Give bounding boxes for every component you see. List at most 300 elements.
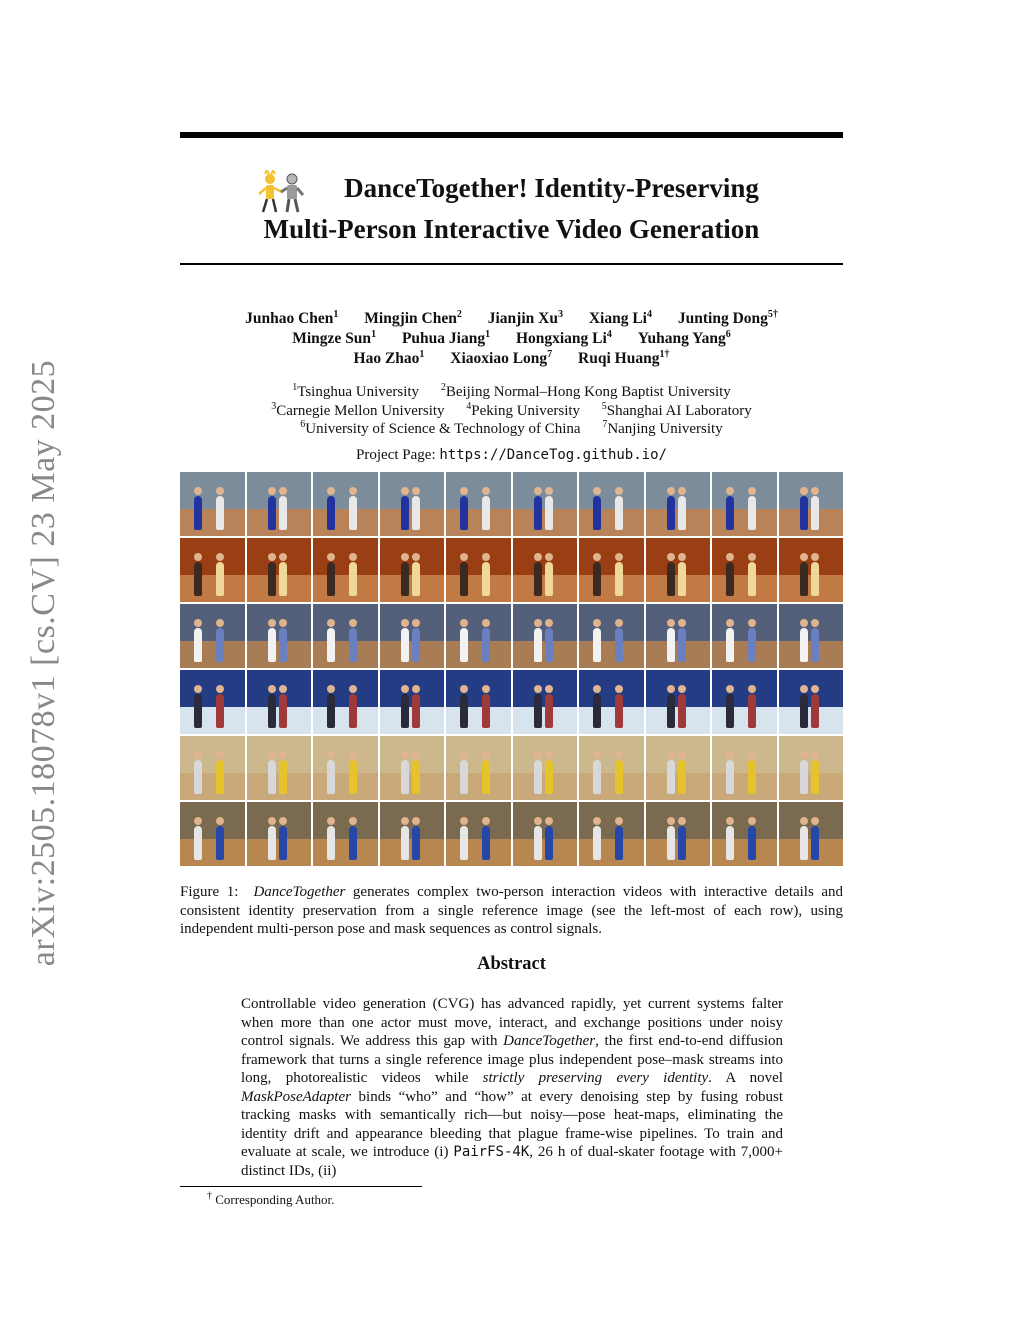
dancer-figure <box>534 628 542 662</box>
dancer-figure <box>811 562 819 596</box>
dancer-figure <box>667 826 675 860</box>
dancer-head <box>534 487 542 495</box>
dancer-figure <box>748 694 756 728</box>
video-frame <box>247 472 312 536</box>
dancer-figure <box>545 562 553 596</box>
dancer-head <box>545 685 553 693</box>
video-frame <box>579 736 644 800</box>
video-frame <box>513 736 578 800</box>
dancer-head <box>401 817 409 825</box>
dancer-figure <box>748 628 756 662</box>
dancer-head <box>194 751 202 759</box>
dancer-figure <box>482 826 490 860</box>
title-bottom-rule <box>180 263 843 265</box>
video-frame <box>646 802 711 866</box>
video-frame <box>380 736 445 800</box>
dancer-head <box>482 553 490 561</box>
dancer-head <box>268 619 276 627</box>
dancer-figure <box>412 826 420 860</box>
dancer-head <box>615 817 623 825</box>
dancer-figure <box>401 496 409 530</box>
dancer-figure <box>726 628 734 662</box>
abstract-body: Controllable video generation (CVG) has advanced rapidly, yet current systems falter when more than one actor must move, interact, and exchange positions under noisy control signals. We address this gap with DanceTogether, the first end-to-end diffusion framework that turns a single reference image plus independent pose–mask streams into long, photorealistic videos while strictly preserving every identity. A novel MaskPoseAdapter binds “who” and “how” at every denoising step by fusing robust tracking masks with semantically rich—but noisy—pose heat-maps, eliminating the identity drift and appearance bleeding that plague frame-wise pipelines. To train and evaluate at scale, we introduce (i) PairFS-4K, 26 h of dual-skater footage with 7,000+ distinct IDs, (ii) <box>241 996 784 1179</box>
dancer-figure <box>667 628 675 662</box>
author-line-3 <box>180 349 843 369</box>
dancer-figure <box>667 562 675 596</box>
dancer-head <box>726 487 734 495</box>
dancer-head <box>748 553 756 561</box>
dancer-head <box>412 817 420 825</box>
dancer-figure <box>216 760 224 794</box>
dancer-head <box>615 685 623 693</box>
dancer-head <box>726 685 734 693</box>
dancer-figure <box>593 496 601 530</box>
dancer-head <box>327 619 335 627</box>
dancer-figure <box>194 562 202 596</box>
dancer-head <box>460 553 468 561</box>
dancer-head <box>811 817 819 825</box>
video-frame <box>446 670 511 734</box>
dancer-head <box>593 553 601 561</box>
dancer-head <box>678 619 686 627</box>
dancer-head <box>482 751 490 759</box>
dancer-figure <box>279 826 287 860</box>
dancer-figure <box>545 496 553 530</box>
video-frame <box>247 736 312 800</box>
dancer-head <box>811 487 819 495</box>
dancer-head <box>800 685 808 693</box>
dancer-head <box>349 619 357 627</box>
video-frame <box>779 538 844 602</box>
dancer-figure <box>194 826 202 860</box>
dancer-figure <box>327 628 335 662</box>
abstract-heading: Abstract <box>477 954 546 974</box>
dancer-figure <box>800 628 808 662</box>
dancer-head <box>412 685 420 693</box>
dancer-figure <box>615 826 623 860</box>
dancer-figure <box>401 562 409 596</box>
dancer-head <box>194 553 202 561</box>
dancer-head <box>349 553 357 561</box>
dancer-head <box>482 685 490 693</box>
dancer-head <box>460 817 468 825</box>
dancer-figure <box>482 562 490 596</box>
author: Yuhang Yang$^6$ <box>637 328 731 347</box>
dancer-figure <box>593 760 601 794</box>
reference-frame <box>180 604 245 668</box>
dancer-figure <box>401 694 409 728</box>
dancer-head <box>279 817 287 825</box>
figure-row <box>180 604 843 668</box>
video-frame <box>380 472 445 536</box>
dancer-head <box>194 487 202 495</box>
author: Junhao Chen$^1$ <box>245 308 339 327</box>
dancer-figure <box>678 496 686 530</box>
dancer-head <box>615 487 623 495</box>
dancer-figure <box>748 760 756 794</box>
dancer-figure <box>545 694 553 728</box>
dancer-figure <box>194 628 202 662</box>
dancer-head <box>327 817 335 825</box>
figure-row <box>180 472 843 536</box>
dancer-figure <box>748 826 756 860</box>
dancer-head <box>349 487 357 495</box>
video-frame <box>579 802 644 866</box>
dancer-head <box>678 487 686 495</box>
dancer-figure <box>800 826 808 860</box>
dancer-figure <box>726 694 734 728</box>
affiliation: $^5$Shanghai AI Laboratory <box>601 400 752 419</box>
video-frame <box>646 538 711 602</box>
dancer-figure <box>349 628 357 662</box>
reference-frame <box>180 472 245 536</box>
dancer-figure <box>401 760 409 794</box>
dancer-head <box>615 751 623 759</box>
project-page <box>180 447 843 464</box>
dancer-figure <box>534 826 542 860</box>
title-line-2: Multi-Person Interactive Video Generation <box>263 214 760 244</box>
dancer-head <box>279 619 287 627</box>
dancer-figure <box>800 496 808 530</box>
dancer-figure <box>534 562 542 596</box>
dancer-head <box>534 751 542 759</box>
dancer-head <box>401 685 409 693</box>
affiliation: $^1$Tsinghua University <box>292 382 420 400</box>
dancer-head <box>726 619 734 627</box>
dancer-figure <box>534 760 542 794</box>
dancer-head <box>460 751 468 759</box>
dancer-figure <box>726 826 734 860</box>
dancer-head <box>534 817 542 825</box>
dancer-head <box>678 553 686 561</box>
reference-frame <box>180 670 245 734</box>
dancer-head <box>726 553 734 561</box>
dancer-figure <box>678 826 686 860</box>
affiliation: $^3$Carnegie Mellon University <box>271 400 445 419</box>
dancer-figure <box>460 694 468 728</box>
reference-frame <box>180 736 245 800</box>
dancer-head <box>349 685 357 693</box>
dancer-figure <box>279 628 287 662</box>
dancer-figure <box>811 826 819 860</box>
project-link[interactable]: https://DanceTog.github.io/ <box>439 447 667 463</box>
dancer-head <box>678 817 686 825</box>
affiliation: $^2$Beijing Normal–Hong Kong Baptist University <box>440 382 731 400</box>
dancer-figure <box>748 562 756 596</box>
dancer-figure <box>460 826 468 860</box>
dancer-head <box>349 817 357 825</box>
video-frame <box>313 736 378 800</box>
dancer-figure <box>482 694 490 728</box>
dancer-head <box>593 487 601 495</box>
dancer-figure <box>593 562 601 596</box>
dancer-head <box>811 553 819 561</box>
dancer-figure <box>615 760 623 794</box>
figure-row <box>180 802 843 866</box>
video-frame <box>313 802 378 866</box>
dancer-head <box>811 685 819 693</box>
dancer-figure <box>615 562 623 596</box>
author: Jianjin Xu$^3$ <box>487 308 563 327</box>
video-frame <box>579 472 644 536</box>
video-frame <box>446 472 511 536</box>
reference-frame <box>180 802 245 866</box>
dancer-figure <box>412 496 420 530</box>
dancer-figure <box>216 826 224 860</box>
dancer-head <box>667 619 675 627</box>
dancer-head <box>800 487 808 495</box>
video-frame <box>446 802 511 866</box>
video-frame <box>247 538 312 602</box>
author-line-2 <box>180 329 843 349</box>
dancer-figure <box>268 562 276 596</box>
dancer-figure <box>268 826 276 860</box>
dancer-head <box>615 619 623 627</box>
dancer-head <box>748 685 756 693</box>
dancer-head <box>545 751 553 759</box>
dancer-figure <box>482 628 490 662</box>
dancer-figure <box>811 694 819 728</box>
dancer-head <box>534 619 542 627</box>
dancer-head <box>194 619 202 627</box>
dancer-head <box>482 487 490 495</box>
dancer-head <box>460 619 468 627</box>
reference-frame <box>180 538 245 602</box>
dancer-head <box>268 751 276 759</box>
dancer-head <box>593 751 601 759</box>
dancer-head <box>216 487 224 495</box>
video-frame <box>247 802 312 866</box>
dancer-head <box>412 553 420 561</box>
dancer-head <box>268 817 276 825</box>
video-frame <box>380 538 445 602</box>
dancer-figure <box>401 826 409 860</box>
affiliation: $^7$Nanjing University <box>602 419 723 437</box>
dancer-figure <box>194 496 202 530</box>
dancer-figure <box>279 562 287 596</box>
video-frame <box>646 736 711 800</box>
dancer-figure <box>811 760 819 794</box>
video-frame <box>313 670 378 734</box>
dancer-head <box>216 751 224 759</box>
author: Xiang Li$^4$ <box>588 308 652 327</box>
video-frame <box>313 604 378 668</box>
dancer-figure <box>678 628 686 662</box>
video-frame <box>513 538 578 602</box>
dancer-head <box>216 817 224 825</box>
dancer-head <box>349 751 357 759</box>
dancer-figure <box>268 694 276 728</box>
dancer-figure <box>534 694 542 728</box>
dancer-head <box>401 553 409 561</box>
footnote: † Corresponding Author. <box>207 1190 335 1207</box>
dancer-head <box>534 685 542 693</box>
video-frame <box>380 670 445 734</box>
author: Junting Dong$^{5\dagger}$ <box>677 308 778 327</box>
dancer-figure <box>593 628 601 662</box>
dancer-figure <box>800 760 808 794</box>
dancer-figure <box>534 496 542 530</box>
footnote-rule <box>180 1186 422 1187</box>
dancer-head <box>482 619 490 627</box>
dancer-head <box>667 487 675 495</box>
title-top-rule <box>180 132 843 138</box>
video-frame <box>513 802 578 866</box>
dancer-figure <box>460 628 468 662</box>
dancer-figure <box>545 826 553 860</box>
video-frame <box>247 604 312 668</box>
figure-1-frame-grid <box>180 472 843 866</box>
dancer-head <box>667 685 675 693</box>
dancer-head <box>593 817 601 825</box>
dancer-figure <box>678 760 686 794</box>
dancer-figure <box>216 694 224 728</box>
video-frame <box>712 472 777 536</box>
affiliation: $^4$Peking University <box>466 400 581 419</box>
project-label: Project Page: <box>356 447 436 463</box>
dancer-figure <box>667 496 675 530</box>
dancer-head <box>194 817 202 825</box>
dancer-head <box>327 751 335 759</box>
video-frame <box>646 604 711 668</box>
dancer-figure <box>460 760 468 794</box>
dancer-head <box>268 553 276 561</box>
dancer-head <box>545 817 553 825</box>
dancer-figure <box>401 628 409 662</box>
dancer-head <box>748 487 756 495</box>
dancer-head <box>268 685 276 693</box>
dancer-head <box>726 751 734 759</box>
dancer-figure <box>482 496 490 530</box>
dancer-head <box>482 817 490 825</box>
dancer-head <box>279 487 287 495</box>
dancer-head <box>615 553 623 561</box>
dancer-figure <box>667 694 675 728</box>
dancer-figure <box>349 694 357 728</box>
dancer-head <box>412 619 420 627</box>
dancer-figure <box>412 628 420 662</box>
dancer-head <box>216 553 224 561</box>
dancer-figure <box>412 694 420 728</box>
dancer-figure <box>216 496 224 530</box>
dancer-head <box>593 619 601 627</box>
dancer-figure <box>412 760 420 794</box>
dancer-figure <box>327 826 335 860</box>
dancer-figure <box>678 562 686 596</box>
arxiv-identifier: arXiv:2505.18078v1 [cs.CV] 23 May 2025 <box>25 359 62 967</box>
dancer-head <box>678 685 686 693</box>
video-frame <box>579 604 644 668</box>
dancer-head <box>667 553 675 561</box>
dancer-figure <box>460 562 468 596</box>
dancer-figure <box>349 562 357 596</box>
dancer-head <box>460 685 468 693</box>
video-frame <box>712 736 777 800</box>
dancer-figure <box>268 760 276 794</box>
video-frame <box>712 670 777 734</box>
video-frame <box>513 670 578 734</box>
dancer-head <box>279 553 287 561</box>
dancer-figure <box>545 760 553 794</box>
video-frame <box>712 802 777 866</box>
dancer-head <box>545 487 553 495</box>
dancer-head <box>460 487 468 495</box>
video-frame <box>247 670 312 734</box>
dancer-figure <box>412 562 420 596</box>
figure-row <box>180 670 843 734</box>
dancer-head <box>811 751 819 759</box>
video-frame <box>513 472 578 536</box>
dancer-head <box>216 619 224 627</box>
dancer-head <box>279 685 287 693</box>
dancer-figure <box>279 496 287 530</box>
dancer-figure <box>194 760 202 794</box>
dancer-head <box>545 619 553 627</box>
dancer-head <box>800 751 808 759</box>
dancer-head <box>327 553 335 561</box>
dancer-figure <box>349 826 357 860</box>
dancer-figure <box>615 628 623 662</box>
video-frame <box>779 472 844 536</box>
dancer-figure <box>279 760 287 794</box>
author: Hao Zhao$^1$ <box>353 348 425 367</box>
title-line-1: DanceTogether! Identity-Preserving <box>344 173 759 203</box>
video-frame <box>380 802 445 866</box>
video-frame <box>779 802 844 866</box>
dancer-figure <box>216 562 224 596</box>
dancer-head <box>401 751 409 759</box>
dancer-figure <box>800 694 808 728</box>
figure-row <box>180 736 843 800</box>
dancer-figure <box>460 496 468 530</box>
dancer-figure <box>268 628 276 662</box>
dancer-figure <box>800 562 808 596</box>
dancer-head <box>279 751 287 759</box>
affiliation: $^6$University of Science & Technology of China <box>300 419 581 437</box>
dancer-figure <box>748 496 756 530</box>
video-frame <box>313 538 378 602</box>
dancer-figure <box>327 760 335 794</box>
dancer-figure <box>726 562 734 596</box>
dancer-figure <box>194 694 202 728</box>
author: Puhua Jiang$^1$ <box>401 328 491 347</box>
dancer-figure <box>615 694 623 728</box>
video-frame <box>446 736 511 800</box>
dancer-figure <box>216 628 224 662</box>
dancer-figure <box>349 760 357 794</box>
dancer-figure <box>811 496 819 530</box>
dancer-figure <box>726 496 734 530</box>
dancer-head <box>748 817 756 825</box>
dancer-figure <box>349 496 357 530</box>
author-line-1 <box>180 309 843 329</box>
author: Mingze Sun$^1$ <box>292 328 377 347</box>
dancer-figure <box>327 496 335 530</box>
dancer-figure <box>726 760 734 794</box>
video-frame <box>779 736 844 800</box>
video-frame <box>712 538 777 602</box>
video-frame <box>446 604 511 668</box>
dancer-head <box>327 685 335 693</box>
paper-title <box>180 168 843 250</box>
dancer-figure <box>667 760 675 794</box>
affiliation-list <box>180 383 843 439</box>
dancer-head <box>268 487 276 495</box>
dancer-figure <box>593 826 601 860</box>
dancer-head <box>800 817 808 825</box>
dancer-head <box>678 751 686 759</box>
dancer-head <box>194 685 202 693</box>
